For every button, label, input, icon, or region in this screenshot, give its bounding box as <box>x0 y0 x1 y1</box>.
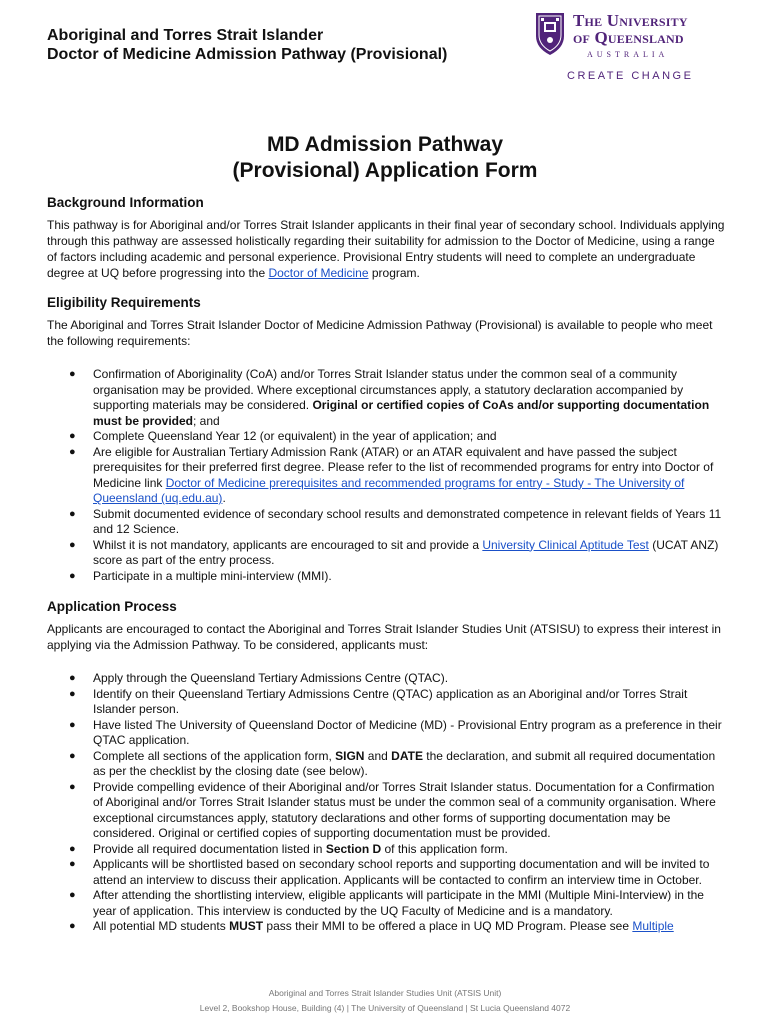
header-title-line2: Doctor of Medicine Admission Pathway (Provisional) <box>47 46 448 63</box>
background-text-end: program. <box>368 266 420 280</box>
list-item: ● Provide compelling evidence of their Aboriginal and/or Torres Strait Islander status. Documentation for a Confirmation of Aboriginal and/or Torres Strait Islander status must be under the common seal of a community organisation. Where exceptional circumstances apply, statutory declarations and other forms of supporting documentation may be considered. Original or certified copies of supporting documentation must be provided. <box>69 779 716 840</box>
multiple-mini-interview-link[interactable]: Multiple <box>632 919 674 933</box>
page-footer <box>0 986 770 1016</box>
logo-text-line2: of Queensland <box>573 28 684 47</box>
ucat-link[interactable]: University Clinical Aptitude Test <box>482 537 649 552</box>
background-text: This pathway is for Aboriginal and/or Torres Strait Islander applicants in their final year of secondary school. Individuals applying through this pathway are assessed holistically regarding their suitability for admission to the Doctor of Medicine, using a range of factors including academic and personal experience. Provisional Entry students will need to complete an undergraduate degree at UQ before progressing into the <box>47 218 725 280</box>
list-item: ● After attending the shortlisting interview, eligible applicants will participate in the MMI (Multiple Mini-Interview) in the year of application. This interview is conducted by the UQ Faculty of Medicine and is a mandatory. <box>69 888 704 918</box>
background-section <box>47 194 727 281</box>
eligibility-heading: Eligibility Requirements <box>47 295 201 310</box>
logo-country: AUSTRALIA <box>587 50 669 59</box>
eligibility-intro: The Aboriginal and Torres Strait Islander Doctor of Medicine Admission Pathway (Provisional) is available to people who meet the following requirements: <box>47 318 713 348</box>
form-title <box>0 132 770 184</box>
background-paragraph <box>47 217 727 281</box>
logo-text-line1: The University <box>573 11 688 30</box>
list-item: ● Are eligible for Australian Tertiary Admission Rank (ATAR) or an ATAR equivalent and have passed the subject prerequisites for their preferred first degree. Please refer to the list of recommended programs for entry into Doctor of Medicine link Doctor of Medicine prerequisites and recommended programs for entry - Study - The University of Queensland (uq.edu.au). <box>69 444 714 505</box>
eligibility-section <box>47 294 727 584</box>
background-heading: Background Information <box>47 195 204 210</box>
list-item: ● Confirmation of Aboriginality (CoA) and/or Torres Strait Islander status under the common seal of a community organisation may be provided. Where exceptional circumstances apply, a statutory declaration accompanied by supporting materials may be considered. Original or certified copies of CoAs and/or supporting documentation must be provided; and <box>69 367 710 428</box>
footer-line1: Aboriginal and Torres Strait Islander Studies Unit (ATSIS Unit) <box>268 988 502 998</box>
document-header <box>47 26 517 64</box>
application-intro: Applicants are encouraged to contact the Aboriginal and Torres Strait Islander Studies Unit (ATSISU) to express their interest in applying via the Admission Pathway. To be considered, applicants must: <box>47 622 721 652</box>
list-item: ● Identify on their Queensland Tertiary Admissions Centre (QTAC) application as an Aboriginal and/or Torres Strait Islander person. <box>69 686 688 716</box>
header-title-line1: Aboriginal and Torres Strait Islander <box>47 27 324 44</box>
list-item: ● All potential MD students MUST pass their MMI to be offered a place in UQ MD Program. Please see Multiple <box>69 919 674 933</box>
footer-line2: Level 2, Bookshop House, Building (4) | The University of Queensland | St Lucia Queensland 4072 <box>199 1003 571 1013</box>
list-item: ● Apply through the Queensland Tertiary Admissions Centre (QTAC). <box>69 671 449 685</box>
application-section <box>47 598 727 935</box>
doctor-of-medicine-link[interactable]: Doctor of Medicine <box>268 266 369 280</box>
logo-tagline: CREATE CHANGE <box>567 70 694 82</box>
list-item: ● Participate in a multiple mini-interview (MMI). <box>69 568 332 583</box>
application-heading: Application Process <box>47 599 177 614</box>
document-body <box>47 194 727 948</box>
list-item: ● Provide all required documentation listed in Section D of this application form. <box>69 841 508 856</box>
list-item: ● Whilst it is not mandatory, applicants are encouraged to sit and provide a University Clinical Aptitude Test (UCAT ANZ) score as part of the entry process. <box>69 537 719 567</box>
list-item: ● Submit documented evidence of secondary school results and demonstrated competence in relevant fields of Years 11 and 12 Science. <box>69 506 722 536</box>
form-title-line2: (Provisional) Application Form <box>232 159 538 182</box>
prerequisites-link[interactable]: Doctor of Medicine prerequisites and recommended programs for entry - Study - The University of Queensland (uq.edu.au) <box>93 475 685 505</box>
list-item: ● Complete Queensland Year 12 (or equivalent) in the year of application; and <box>69 429 497 443</box>
form-title-line1: MD Admission Pathway <box>266 133 504 156</box>
list-item: ● Complete all sections of the application form, SIGN and DATE the declaration, and submit all required documentation as per the checklist by the closing date (see below). <box>69 748 716 778</box>
list-item: ● Applicants will be shortlisted based on secondary school reports and supporting documentation and will be invited to attend an interview to discuss their application. Applicants will be contacted to confirm an interview time in October. <box>69 857 710 887</box>
uq-crest-icon <box>535 12 565 56</box>
eligibility-list <box>47 367 727 584</box>
application-list <box>47 671 727 935</box>
uq-logo <box>535 12 735 87</box>
list-item: ● Have listed The University of Queensland Doctor of Medicine (MD) - Provisional Entry program as a preference in their QTAC application. <box>69 717 722 747</box>
